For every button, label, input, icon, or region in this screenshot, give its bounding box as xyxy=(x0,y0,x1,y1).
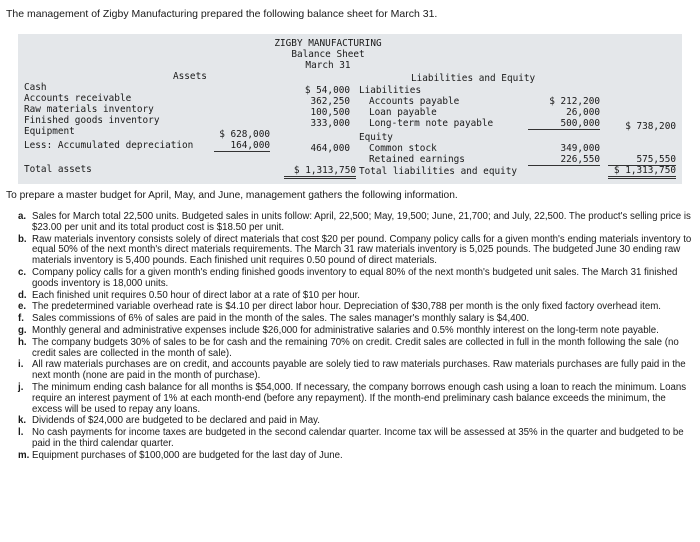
list-item xyxy=(18,326,694,337)
item-letter: e. xyxy=(18,301,27,313)
item-text: Raw materials inventory consists solely of direct materials that cost $20 per pound. Company policy calls for a given month's ending materials inventory to equal 50% of the next month's direct materials requirements. The March 31 raw materials inventory is 5,025 pounds. The budgeted June 30 ending raw materials inventory is 5,400 pounds. Each finished unit requires 0.50 pound of direct materials. xyxy=(32,233,692,267)
fg-value: 333,000 xyxy=(310,118,350,129)
list-item xyxy=(18,212,694,234)
list-item xyxy=(18,428,694,450)
fg-label: Finished goods inventory xyxy=(24,115,160,126)
item-text: Equipment purchases of $100,000 are budgeted for the last day of June. xyxy=(32,449,343,461)
list-item xyxy=(18,416,694,427)
cash-value: $ 54,000 xyxy=(304,85,350,96)
list-item xyxy=(18,338,694,360)
rm-value: 100,500 xyxy=(310,107,350,118)
item-letter: k. xyxy=(18,415,27,427)
liabilities-equity-header: Liabilities and Equity xyxy=(411,73,536,84)
ap-value: $ 212,200 xyxy=(549,96,600,107)
rm-label: Raw materials inventory xyxy=(24,104,154,115)
statement-title: Balance Sheet xyxy=(291,49,365,60)
item-letter: g. xyxy=(18,324,27,336)
total-liabilities-value: $ 738,200 xyxy=(625,121,676,132)
list-item xyxy=(18,314,694,325)
retained-earnings-label: Retained earnings xyxy=(369,154,465,165)
list-item xyxy=(18,360,694,382)
prepare-text: To prepare a master budget for April, May, and June, management gathers the following information. xyxy=(6,190,458,201)
list-item xyxy=(18,291,694,302)
total-le-value: $ 1,313,750 xyxy=(608,165,676,179)
common-stock-value: 349,000 xyxy=(560,143,600,154)
item-letter: c. xyxy=(18,266,27,278)
ar-label: Accounts receivable xyxy=(24,93,132,104)
total-assets-value: $ 1,313,750 xyxy=(284,165,356,179)
item-text: Dividends of $24,000 are budgeted to be declared and paid in May. xyxy=(32,415,320,427)
ltnote-label: Long-term note payable xyxy=(369,118,494,129)
total-le-label: Total liabilities and equity xyxy=(359,166,518,177)
item-text: All raw materials purchases are on credit, and accounts payable are solely tied to raw materials purchases. Raw materials purchases are fully paid in the next month (none are paid in the month of purchase). xyxy=(32,359,686,382)
item-text: Company policy calls for a given month's ending finished goods inventory to equal 80% of the next month's budgeted unit sales. The March 31 finished goods inventory is 18,000 units. xyxy=(32,266,678,289)
item-text: Sales commissions of 6% of sales are paid in the month of the sales. The sales manager's monthly salary is $4,400. xyxy=(32,313,530,325)
ltnote-value: 500,000 xyxy=(528,118,600,130)
item-letter: h. xyxy=(18,336,27,348)
common-stock-label: Common stock xyxy=(369,143,437,154)
item-letter: l. xyxy=(18,427,24,439)
item-text: Sales for March total 22,500 units. Budgeted sales in units follow: April, 22,500; May, 19,500; June, 21,700; and July, 22,500. The product's selling price is $23.00 per unit and its total product cost is $18.50 per unit. xyxy=(32,211,691,233)
total-assets-label: Total assets xyxy=(24,164,92,175)
list-item xyxy=(18,383,694,415)
company-name: ZIGBY MANUFACTURING xyxy=(274,38,382,49)
item-text: No cash payments for income taxes are budgeted in the second calendar quarter. Income tax will be assessed at 35% in the quarter and budgeted to be paid in the third calendar quarter. xyxy=(32,427,684,449)
assets-header: Assets xyxy=(173,71,207,82)
cash-label: Cash xyxy=(24,82,47,93)
item-text: Each finished unit requires 0.50 hour of direct labor at a rate of $10 per hour. xyxy=(32,289,360,301)
item-letter: d. xyxy=(18,289,27,301)
loan-label: Loan payable xyxy=(369,107,437,118)
accum-dep-label: Less: Accumulated depreciation xyxy=(24,140,194,151)
ar-value: 362,250 xyxy=(310,96,350,107)
item-letter: j. xyxy=(18,381,24,393)
loan-value: 26,000 xyxy=(566,107,600,118)
list-item xyxy=(18,268,694,290)
budget-info-list xyxy=(18,212,694,463)
statement-date: March 31 xyxy=(305,60,351,71)
retained-earnings-value: 226,550 xyxy=(528,154,600,166)
balance-sheet xyxy=(18,34,682,184)
item-letter: a. xyxy=(18,211,27,222)
item-text: Monthly general and administrative expenses include $26,000 for administrative salaries and 0.5% monthly interest on the long-term note payable. xyxy=(32,324,659,336)
list-item xyxy=(18,451,694,462)
liabilities-label: Liabilities xyxy=(359,85,422,96)
item-letter: f. xyxy=(18,313,24,325)
item-text: The predetermined variable overhead rate is $4.10 per direct labor hour. Depreciation of $30,788 per month is the only fixed factory overhead item. xyxy=(32,301,661,313)
total-equity-value: 575,550 xyxy=(608,154,676,166)
intro-text: The management of Zigby Manufacturing prepared the following balance sheet for March 31. xyxy=(6,8,438,20)
item-letter: m. xyxy=(18,449,30,461)
list-item xyxy=(18,235,694,267)
ap-label: Accounts payable xyxy=(369,96,460,107)
item-text: The company budgets 30% of sales to be for cash and the remaining 70% on credit. Credit sales are collected in full in the month following the sale (no credit sales are collected in the month of sale). xyxy=(32,336,679,359)
item-letter: b. xyxy=(18,233,27,245)
equipment-value: $ 628,000 xyxy=(219,129,270,140)
item-letter: i. xyxy=(18,359,24,371)
equipment-label: Equipment xyxy=(24,126,75,137)
item-text: The minimum ending cash balance for all months is $54,000. If necessary, the company borrows enough cash using a loan to reach the minimum. Loans require an interest payment of 1% at each month-end (before any repayment). If the month-end preliminary cash balance exceeds the minimum, the excess will be used to repay any loans. xyxy=(32,381,687,415)
accum-dep-value: 164,000 xyxy=(214,140,270,152)
net-equipment-value: 464,000 xyxy=(310,143,350,154)
equity-label: Equity xyxy=(359,132,393,143)
list-item xyxy=(18,302,694,313)
